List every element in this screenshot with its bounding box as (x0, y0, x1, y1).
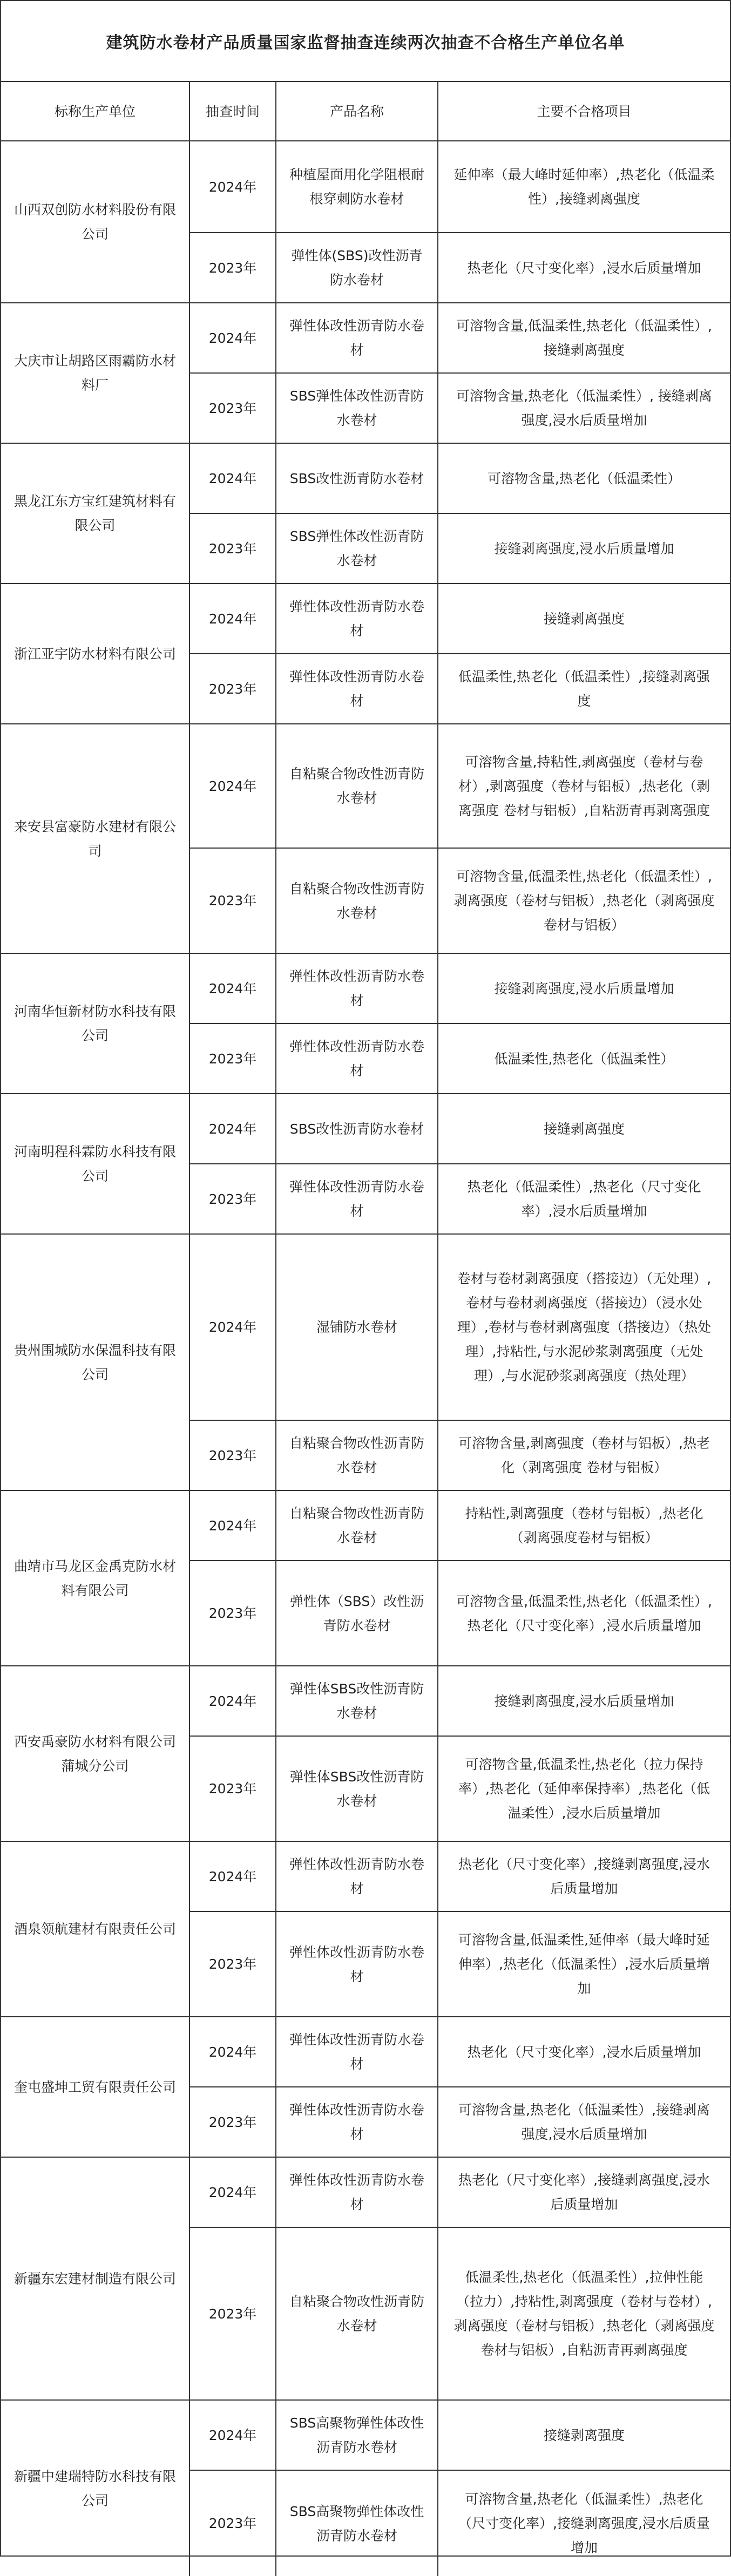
inspection-year-cell: 2024年 (190, 954, 276, 1024)
noncompliant-items-cell: 热老化（尺寸变化率）,接缝剥离强度,浸水后质量增加 (438, 2158, 730, 2228)
noncompliant-items-cell: 热老化（低温柔性）,热老化（尺寸变化率）,浸水后质量增加 (438, 1164, 730, 1235)
inspection-year-cell: 2024年 (190, 1491, 276, 1561)
inspection-year-cell: 2023年 (190, 1737, 276, 1842)
inspection-year-cell: 2023年 (190, 374, 276, 444)
unit-name-cell: 奎屯盛坤工贸有限责任公司 (1, 2017, 190, 2158)
noncompliant-items-cell: 可溶物含量,低温柔性,热老化（低温柔性）,接缝剥离强度 (438, 303, 730, 374)
inspection-year-cell: 2024年 (190, 141, 276, 233)
noncompliant-items-cell: 延伸率（最大峰时延伸率）,热老化（低温柔性）,接缝剥离强度 (438, 141, 730, 233)
product-name-cell: 弹性体改性沥青防水卷材 (276, 654, 438, 724)
noncompliant-items-cell: 接缝剥离强度,浸水后质量增加 (438, 954, 730, 1024)
unit-name-cell: 新疆中建瑞特防水科技有限公司 (1, 2401, 190, 2576)
unit-name-cell: 浙江亚宇防水材料有限公司 (1, 584, 190, 724)
product-name-cell: 弹性体改性沥青防水卷材 (276, 2017, 438, 2087)
noncompliant-items-cell: 可溶物含量,热老化（低温柔性）,接缝剥离强度,浸水后质量增加 (438, 2087, 730, 2158)
inspection-year-cell: 2023年 (190, 233, 276, 303)
noncompliant-items-cell: 可溶物含量,热老化（低温柔性）,热老化（尺寸变化率）,接缝剥离强度,浸水后质量增加 (458, 2491, 710, 2555)
unit-name-cell: 山西双创防水材料股份有限公司 (1, 141, 190, 303)
noncompliant-items-cell: 接缝剥离强度,浸水后质量增加 (438, 1666, 730, 1737)
noncompliant-items-cell: 低温柔性,热老化（低温柔性）,接缝剥离强度 (438, 654, 730, 724)
product-name-cell: 弹性体改性沥青防水卷材 (276, 1024, 438, 1094)
product-name-cell: 自粘聚合物改性沥青防水卷材 (276, 1421, 438, 1491)
noncompliant-items-cell: 热老化（尺寸变化率）,浸水后质量增加 (438, 233, 730, 303)
product-name-cell: 弹性体SBS改性沥青防水卷材 (276, 1737, 438, 1842)
inspection-year-cell: 2023年 (190, 514, 276, 584)
inspection-year-cell: 2023年 (190, 1561, 276, 1666)
product-name-cell: 自粘聚合物改性沥青防水卷材 (276, 849, 438, 954)
unit-name-cell: 曲靖市马龙区金禹克防水材料有限公司 (1, 1491, 190, 1666)
inspection-year-cell: 2023年 (190, 2228, 276, 2401)
noncompliant-items-cell: 可溶物含量,热老化（低温柔性） (438, 444, 730, 514)
unit-name-cell: 贵州围城防水保温科技有限公司 (1, 1235, 190, 1491)
inspection-year-cell: 2023年 (190, 1421, 276, 1491)
document-title: 建筑防水卷材产品质量国家监督抽查连续两次抽查不合格生产单位名单 (1, 1, 730, 82)
noncompliant-items-cell: 可溶物含量,低温柔性,热老化（拉力保持率）,热老化（延伸率保持率）,热老化（低温柔性）,浸水后质量增加 (438, 1737, 730, 1842)
product-name-cell: 自粘聚合物改性沥青防水卷材 (276, 724, 438, 849)
inspection-year-cell: 2024年 (190, 1235, 276, 1421)
inspection-year-cell: 2024年 (190, 303, 276, 374)
product-name-cell: SBS高聚物弹性体改性沥青防水卷材 (276, 2401, 438, 2471)
noncompliant-items-cell: 热老化（尺寸变化率）,浸水后质量增加 (438, 2017, 730, 2087)
product-name-cell: 弹性体改性沥青防水卷材 (276, 954, 438, 1024)
product-name-cell: 弹性体改性沥青防水卷材 (276, 584, 438, 654)
product-name-cell: 弹性体(SBS)改性沥青防水卷材 (276, 233, 438, 303)
product-name-cell: SBS改性沥青防水卷材 (276, 444, 438, 514)
product-name-cell: 弹性体改性沥青防水卷材 (276, 1164, 438, 1235)
product-name-cell: 弹性体改性沥青防水卷材 (276, 2158, 438, 2228)
noncompliant-units-table (1, 1, 730, 2555)
inspection-year-cell: 2024年 (190, 584, 276, 654)
product-name-cell: 弹性体改性沥青防水卷材 (276, 2087, 438, 2158)
noncompliant-items-cell: 可溶物含量,持粘性,剥离强度（卷材与卷材）,剥离强度（卷材与铝板）,热老化（剥离强度 卷材与铝板）,自粘沥青再剥离强度 (438, 724, 730, 849)
inspection-year-cell: 2024年 (190, 1094, 276, 1164)
inspection-year-cell: 2023年 (190, 2087, 276, 2158)
noncompliant-items-cell: 低温柔性,热老化（低温柔性）,拉伸性能（拉力）,持粘性,剥离强度（卷材与卷材）,剥离强度（卷材与铝板）,热老化（剥离强度 卷材与铝板）,自粘沥青再剥离强度 (438, 2228, 730, 2401)
noncompliant-items-cell: 可溶物含量,低温柔性,热老化（低温柔性）,剥离强度（卷材与铝板）,热老化（剥离强度 卷材与铝板） (438, 849, 730, 954)
product-name-cell: 弹性体SBS改性沥青防水卷材 (276, 1666, 438, 1737)
header-year: 抽查时间 (190, 82, 276, 141)
inspection-year-cell: 2024年 (190, 1842, 276, 1912)
product-name-cell: 自粘聚合物改性沥青防水卷材 (276, 2228, 438, 2401)
unit-name-cell: 酒泉领航建材有限责任公司 (1, 1842, 190, 2017)
noncompliant-items-cell: 卷材与卷材剥离强度（搭接边）（无处理）,卷材与卷材剥离强度（搭接边）（浸水处理）,卷材与卷材剥离强度（搭接边）（热处理）,持粘性,与水泥砂浆剥离强度（无处理）,与水泥砂浆剥离强度（热处理） (438, 1235, 730, 1421)
header-product: 产品名称 (276, 82, 438, 141)
product-name-cell: SBS弹性体改性沥青防水卷材 (276, 374, 438, 444)
unit-name-cell: 来安县富豪防水建材有限公司 (1, 724, 190, 954)
noncompliant-items-cell: 低温柔性,热老化（低温柔性） (438, 1024, 730, 1094)
noncompliant-items-cell: 可溶物含量,低温柔性,热老化（低温柔性）,热老化（尺寸变化率）,浸水后质量增加 (438, 1561, 730, 1666)
product-name-cell: SBS改性沥青防水卷材 (276, 1094, 438, 1164)
inspection-year-cell: 2024年 (190, 2158, 276, 2228)
product-name-cell: 湿铺防水卷材 (276, 1235, 438, 1421)
noncompliant-items-cell: 接缝剥离强度,浸水后质量增加 (438, 514, 730, 584)
noncompliant-items-cell: 可溶物含量,低温柔性,延伸率（最大峰时延伸率）,热老化（低温柔性）,浸水后质量增加 (438, 1912, 730, 2017)
noncompliant-items-cell: 可溶物含量,剥离强度（卷材与铝板）,热老化（剥离强度 卷材与铝板） (438, 1421, 730, 1491)
unit-name-cell: 河南明程科霖防水科技有限公司 (1, 1094, 190, 1235)
inspection-year-cell: 2023年 (190, 1912, 276, 2017)
inspection-year-cell: 2024年 (190, 1666, 276, 1737)
inspection-year-cell: 2024年 (190, 2017, 276, 2087)
product-name-cell: SBS弹性体改性沥青防水卷材 (276, 514, 438, 584)
inspection-year-cell: 2023年 (190, 654, 276, 724)
unit-name-cell: 黑龙江东方宝红建筑材料有限公司 (1, 444, 190, 584)
inspection-year-cell: 2023年 (190, 849, 276, 954)
inspection-year-cell: 2023年 (190, 2471, 276, 2576)
noncompliant-items-cell: 接缝剥离强度 (438, 2401, 730, 2471)
inspection-year-cell: 2023年 (190, 1164, 276, 1235)
inspection-year-cell: 2024年 (190, 444, 276, 514)
noncompliant-items-cell: 接缝剥离强度 (438, 584, 730, 654)
product-name-cell: 弹性体改性沥青防水卷材 (276, 303, 438, 374)
header-issues: 主要不合格项目 (438, 82, 730, 141)
unit-name-cell: 西安禹豪防水材料有限公司蒲城分公司 (1, 1666, 190, 1842)
noncompliant-items-cell: 热老化（尺寸变化率）,接缝剥离强度,浸水后质量增加 (438, 1842, 730, 1912)
product-name-cell: 弹性体改性沥青防水卷材 (276, 1842, 438, 1912)
noncompliant-items-cell: 接缝剥离强度 (438, 1094, 730, 1164)
noncompliant-items-cell: 可溶物含量,热老化（低温柔性）, 接缝剥离强度,浸水后质量增加 (438, 374, 730, 444)
unit-name-cell: 新疆东宏建材制造有限公司 (1, 2158, 190, 2401)
product-name-cell: 弹性体改性沥青防水卷材 (276, 1912, 438, 2017)
inspection-year-cell: 2024年 (190, 2401, 276, 2471)
product-name-cell: 种植屋面用化学阻根耐根穿刺防水卷材 (276, 141, 438, 233)
unit-name-cell: 河南华恒新材防水科技有限公司 (1, 954, 190, 1094)
product-name-cell: 自粘聚合物改性沥青防水卷材 (276, 1491, 438, 1561)
inspection-year-cell: 2024年 (190, 724, 276, 849)
product-name-cell: 弹性体（SBS）改性沥青防水卷材 (276, 1561, 438, 1666)
noncompliant-items-cell: 持粘性,剥离强度（卷材与铝板）,热老化（剥离强度卷材与铝板） (438, 1491, 730, 1561)
inspection-year-cell: 2023年 (190, 1024, 276, 1094)
product-name-cell: SBS高聚物弹性体改性沥青防水卷材 (276, 2471, 438, 2576)
unit-name-cell: 大庆市让胡路区雨霸防水材料厂 (1, 303, 190, 444)
header-unit: 标称生产单位 (1, 82, 190, 141)
